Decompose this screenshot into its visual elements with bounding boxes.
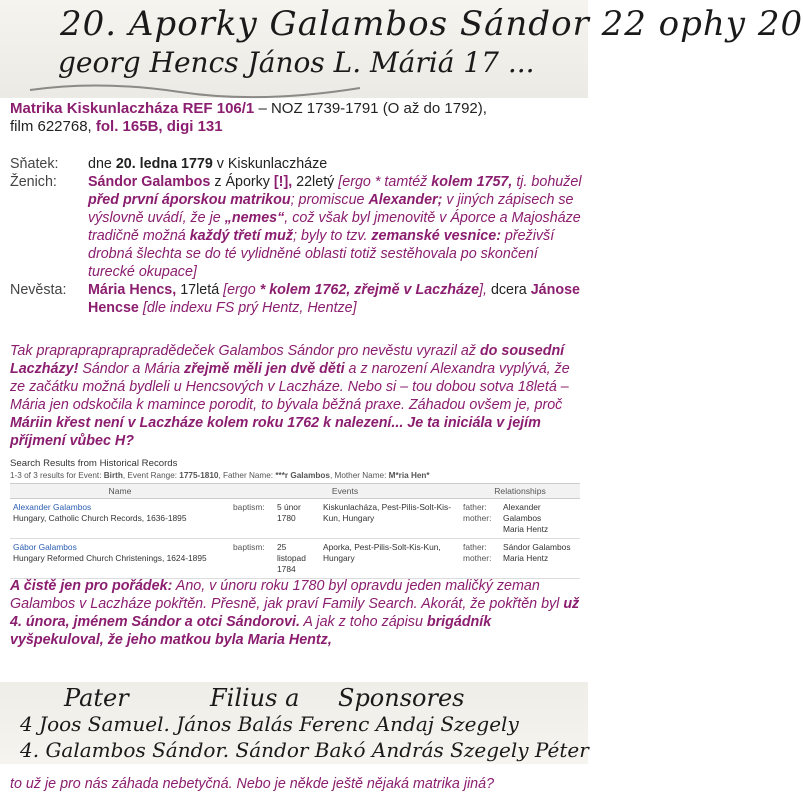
- manuscript-line: 4. Galambos Sándor. Sándor Bakó András Szegely Péter: [20, 738, 589, 762]
- manuscript-line: georg Hencs János L. Máriá 17 ...: [58, 46, 535, 79]
- title-film: film 622768,: [10, 118, 96, 135]
- manuscript-line: 4 Joos Samuel. János Balás Ferenc Andaj Szegely: [20, 712, 519, 736]
- groom-name: Sándor Galambos: [88, 174, 211, 190]
- search-results-panel: [10, 458, 580, 579]
- manuscript-image-bottom: [0, 682, 588, 764]
- groom-row: Ženich: Sándor Galambos z Áporky [!], 22letý [ergo * tamtéž kolem 1757, tj. bohužel před první áporskou matrikou; promiscue Alexander; v jiných zápisech se výslovně uvádí, že je „nemes“, což však byl jmenovitě v Áporce a Majosháze tradičně možná každý třetí muž; byly to tzv. zemanské vesnice: přeživší drobná šlechta se do té vylidněné oblasti totiž sestěhovala po skončení turecké okupace]: [10, 174, 582, 280]
- col-header-relationships: Relationships: [460, 484, 580, 499]
- manuscript-line: 20. Aporky Galambos Sándor 22 ophy 20: [60, 4, 803, 44]
- col-header-events: Events: [230, 484, 460, 499]
- search-title: Search Results from Historical Records: [10, 458, 178, 469]
- narrative-paragraph-2: A čistě jen pro pořádek: Ano, v únoru roku 1780 byl opravdu jeden maličký zeman Galambos v Laczháze pokřtěn. Přesně, jak praví Family Search. Akorát, že pokřtěn byl už 4. února, jménem Sándor a otci Sándorovi. A jak z toho zápisu brigádník vyšpekuloval, že jeho matkou byla Maria Hentz,: [10, 578, 580, 648]
- person-link[interactable]: Alexander Galambos: [13, 502, 92, 512]
- title-folio: fol. 165B, digi 131: [95, 118, 223, 135]
- record-title: [10, 100, 580, 136]
- bride-label: Nevěsta:: [10, 282, 67, 298]
- manuscript-heading: Sponsores: [338, 684, 465, 712]
- marriage-label: Sňatek:: [10, 156, 59, 172]
- table-row[interactable]: Gábor Galambos Hungary Reformed Church Christenings, 1624-1895 baptism: 25 listopad 1784 Aporka, Pest-Pilis-Solt-Kis-Kun, Hungary father: mother: Sándor Galambos Maria Hentz: [10, 539, 580, 579]
- marriage-row: Sňatek: dne 20. ledna 1779 v Kiskunlaczháze: [10, 156, 328, 172]
- title-main: Matrika Kiskunlaczháza REF 106/1: [10, 100, 255, 117]
- col-header-name: Name: [10, 484, 230, 499]
- search-summary: 1-3 of 3 results for Event: Birth, Event Range: 1775-1810, Father Name: ***r Galambos, Mother Name: M*ria Hen*: [10, 471, 430, 480]
- manuscript-image-top: [0, 0, 803, 98]
- groom-label: Ženich:: [10, 174, 57, 190]
- narrative-paragraph: Tak prapraprapraprapradědeček Galambos Sándor pro nevěstu vyrazil až do sousední Laczházy! Sándor a Mária zřejmě měli jen dvě děti a z narození Alexandra vyplývá, že ze začátku možná bydleli u Hencsových v Laczháze. Nebo si – tou dobou sotva 18letá – Mária jen odskočila k mamince porodit, to bývala běžná praxe. Záhadou ovšem je, proč Máriin křest není v Laczháze kolem roku 1762 k nalezení... Je ta iniciála v jejím příjmení vůbec H?: [10, 343, 570, 449]
- bride-row: Nevěsta: Mária Hencs, 17letá [ergo * kolem 1762, zřejmě v Laczháze], dcera Jánose Hencse [dle indexu FS prý Hentz, Hentze]: [10, 282, 580, 316]
- manuscript-heading: Pater: [64, 684, 129, 712]
- search-results-table: [10, 483, 580, 579]
- marriage-date: 20. ledna 1779: [115, 156, 213, 172]
- person-link[interactable]: Gábor Galambos: [13, 542, 77, 552]
- manuscript-strokes: [0, 0, 588, 98]
- manuscript-heading: Filius a: [210, 684, 300, 712]
- table-row[interactable]: Alexander Galambos Hungary, Catholic Church Records, 1636-1895 baptism: 5 únor 1780 Kiskunlacháza, Pest-Pilis-Solt-Kis-Kun, Hungary father: mother: Alexander Galambos Maria Hentz: [10, 499, 580, 539]
- marriage-record: [10, 155, 582, 317]
- closing-sentence: to už je pro nás záhada nebetyčná. Nebo je někde ještě nějaká matrika jiná?: [10, 776, 495, 792]
- bride-name: Mária Hencs,: [88, 282, 177, 298]
- title-rest: – NOZ 1739-1791 (O až do 1792),: [254, 100, 487, 117]
